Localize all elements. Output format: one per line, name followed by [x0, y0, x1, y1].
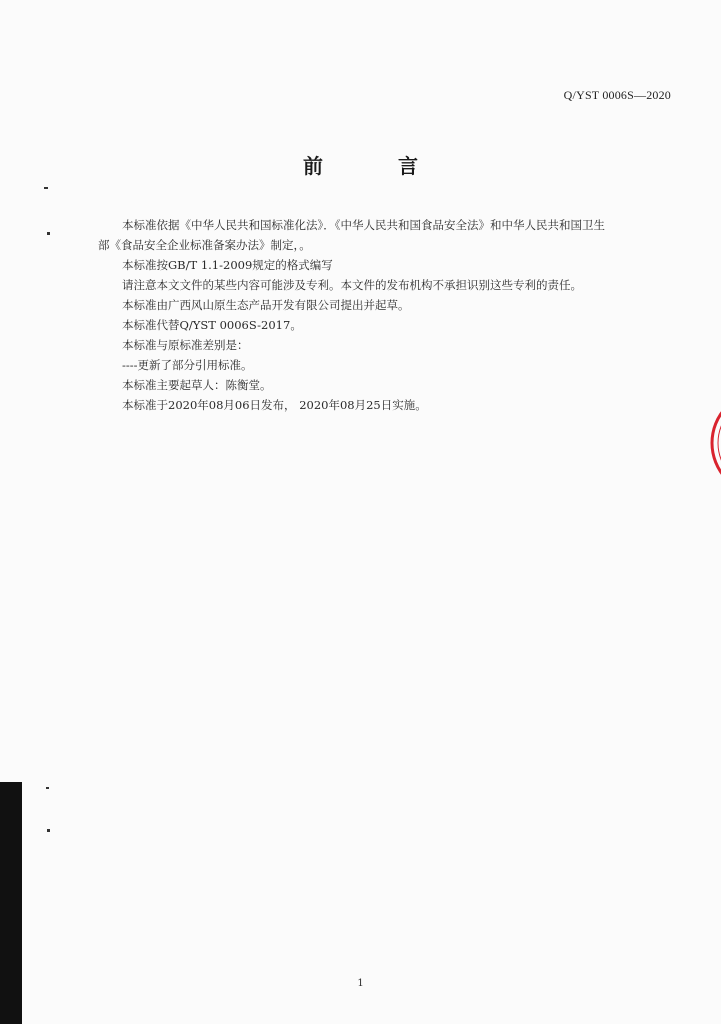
paragraph-main-drafters: 本标准主要起草人：陈衡堂。 — [122, 378, 272, 392]
paragraph-replaces: 本标准代替Q/YST 0006S-2017。 — [122, 318, 302, 332]
page-number: 1 — [357, 978, 364, 989]
paragraph-difference-item: ----更新了部分引用标准。 — [122, 358, 253, 372]
page-title: 前 言 — [303, 154, 452, 178]
scan-edge-bar — [0, 782, 22, 1024]
scan-mark — [47, 232, 50, 235]
scan-mark — [44, 187, 48, 189]
paragraph-format: 本标准按GB/T 1.1-2009规定的格式编写 — [122, 258, 333, 272]
paragraph-drafter-company: 本标准由广西风山原生态产品开发有限公司提出并起草。 — [122, 298, 410, 312]
paragraph-basis: 本标准依据《中华人民共和国标准化法》．《中华人民共和国食品安全法》和中华人民共和国卫生 — [122, 218, 605, 232]
preface-body — [98, 215, 678, 415]
scan-mark — [46, 787, 49, 789]
paragraph-differences: 本标准与原标准差别是： — [122, 338, 249, 352]
document-code: Q/YST 0006S—2020 — [563, 88, 671, 102]
scan-mark — [47, 829, 50, 832]
paragraph-basis-continued: 部《食品安全企业标准备案办法》制定，。 — [98, 238, 311, 252]
paragraph-patent-notice: 请注意本文文件的某些内容可能涉及专利。本文件的发布机构不承担识别这些专利的责任。 — [122, 278, 582, 292]
paragraph-dates: 本标准于2020年08月06日发布， 2020年08月25日实施。 — [122, 398, 427, 412]
red-seal-stamp — [694, 378, 721, 508]
